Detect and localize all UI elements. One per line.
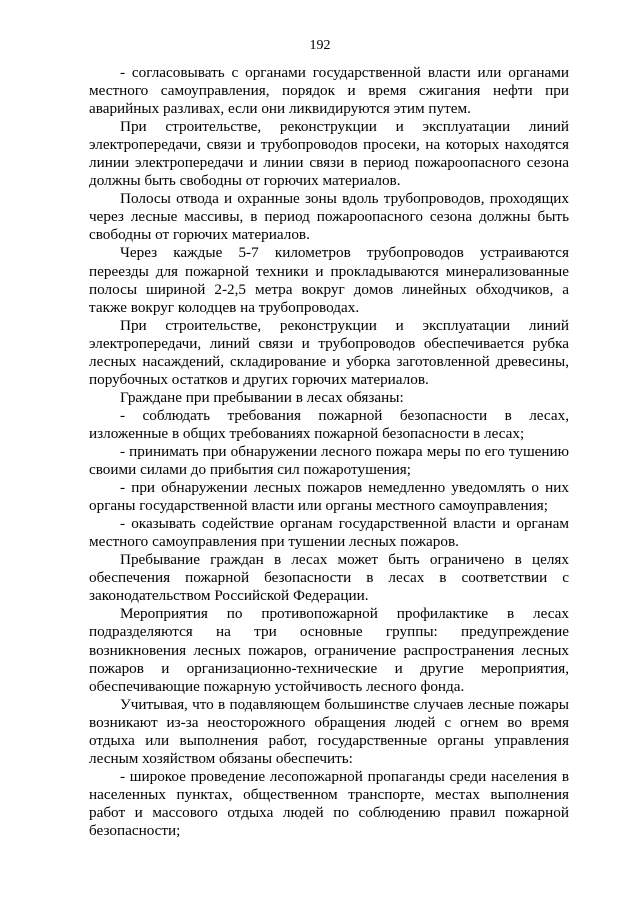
paragraph: При строительстве, реконструкции и эксплуатации линий электропередачи, линий связи и трубопроводов обеспечивается рубка лесных насаждений, складирование и уборка заготовленной древесины, порубочных остатков и других горючих материалов. bbox=[89, 316, 569, 388]
paragraph: - оказывать содействие органам государственной власти и органам местного самоуправления при тушении лесных пожаров. bbox=[89, 515, 569, 551]
paragraph: - при обнаружении лесных пожаров немедленно уведомлять о них органы государственной власти или органы местного самоуправления; bbox=[89, 479, 569, 515]
paragraph: При строительстве, реконструкции и эксплуатации линий электропередачи, связи и трубопроводов просеки, на которых находятся линии электропередачи и линии связи в период пожароопасного сезона должны быть свободны от горючих материалов. bbox=[89, 118, 569, 190]
paragraph: - принимать при обнаружении лесного пожара меры по его тушению своими силами до прибытия сил пожаротушения; bbox=[89, 442, 569, 479]
paragraph: - широкое проведение лесопожарной пропаганды среди населения в населенных пунктах, общественном транспорте, местах выполнения работ и массового отдыха людей по соблюдению правил пожарной безопасности; bbox=[89, 767, 569, 839]
paragraph: Мероприятия по противопожарной профилактике в лесах подразделяются на три основные группы: предупреждение возникновения лесных пожаров, ограничение распространения лесных пожаров и организационно-технические и другие мероприятия, обеспечивающие пожарную устойчивость лесного фонда. bbox=[89, 605, 569, 695]
page-number: 192 bbox=[309, 38, 331, 53]
paragraph: Пребывание граждан в лесах может быть ограничено в целях обеспечения пожарной безопасности в лесах в соответствии с законодательством Российской Федерации. bbox=[89, 551, 569, 605]
paragraph: Полосы отвода и охранные зоны вдоль трубопроводов, проходящих через лесные массивы, в период пожароопасного сезона должны быть свободны от горючих материалов. bbox=[89, 190, 569, 244]
body-text bbox=[89, 64, 569, 840]
paragraph: - соблюдать требования пожарной безопасности в лесах, изложенные в общих требованиях пожарной безопасности в лесах; bbox=[89, 406, 569, 442]
paragraph: Учитывая, что в подавляющем большинстве случаев лесные пожары возникают из-за неосторожного обращения людей с огнем во время отдыха или выполнения работ, государственные органы управления лесным хозяйством обязаны обеспечить: bbox=[89, 695, 569, 767]
paragraph: - согласовывать с органами государственной власти или органами местного самоуправления, порядок и время сжигания нефти при аварийных разливах, если они ликвидируются этим путем. bbox=[89, 64, 569, 118]
paragraph: Граждане при пребывании в лесах обязаны: bbox=[120, 388, 404, 406]
paragraph: Через каждые 5-7 километров трубопроводов устраиваются переезды для пожарной техники и прокладываются минерализованные полосы шириной 2-2,5 метра вокруг домов линейных обходчиков, а также вокруг колодцев на трубопроводах. bbox=[89, 244, 569, 316]
